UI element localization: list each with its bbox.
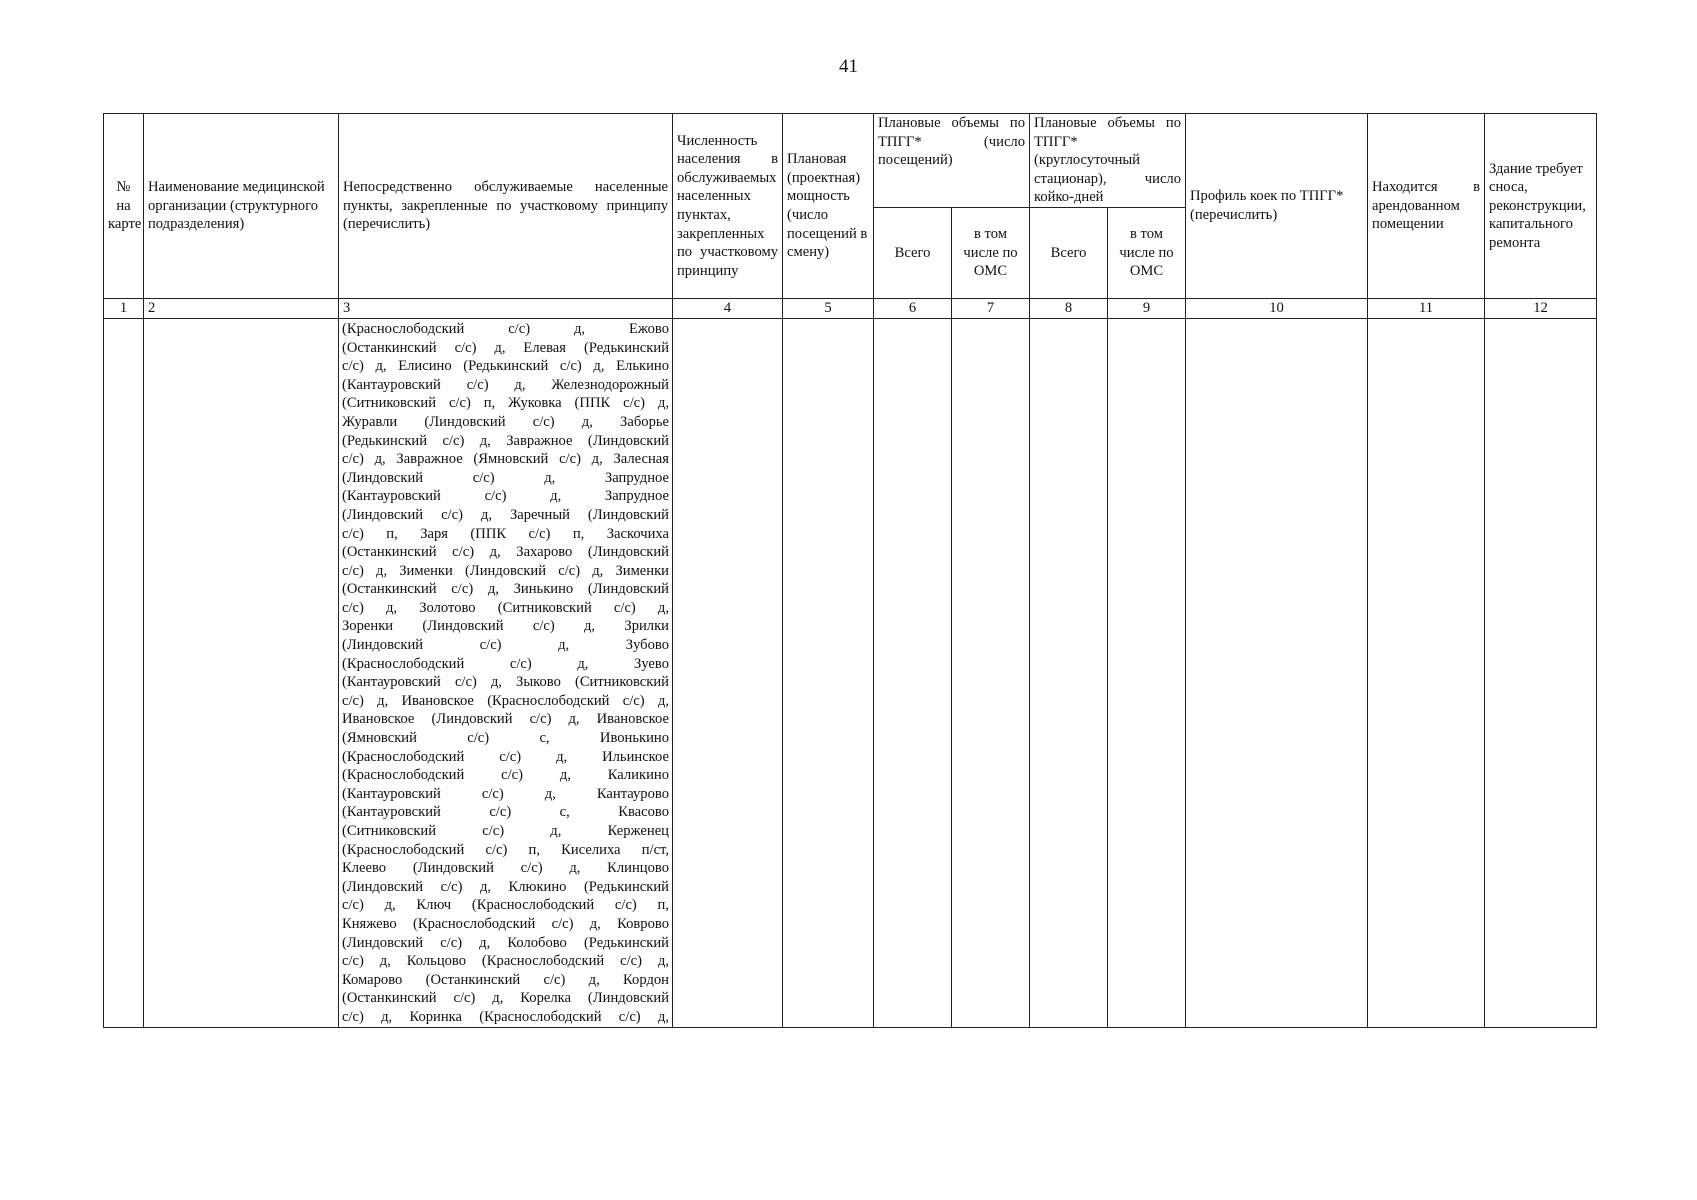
header-row-1 bbox=[104, 114, 1597, 208]
settlements-line: (Линдовский с/с) д, Заречный (Линдовский bbox=[342, 506, 669, 523]
settlements-line: с/с) д, Коринка (Краснослободский с/с) д, bbox=[342, 1008, 669, 1025]
settlements-line: Клеево (Линдовский с/с) д, Клинцово bbox=[342, 860, 669, 877]
column-number: 9 bbox=[1108, 298, 1186, 318]
settlements-line: (Краснослободский с/с) п, Киселиха п/ст, bbox=[342, 841, 669, 858]
cell-bed-profile bbox=[1186, 318, 1368, 1027]
header-population: Численность населения в обслуживаемых населенных пунктах, закрепленных по участковому принципу bbox=[673, 114, 783, 299]
header-planned-capacity: Плановая (проектная) мощность (число посещений в смену) bbox=[783, 114, 874, 299]
column-number: 7 bbox=[952, 298, 1030, 318]
settlements-line: с/с) д, Золотово (Ситниковский с/с) д, bbox=[342, 599, 669, 616]
settlements-line: с/с) п, Заря (ППК с/с) п, Заскочиха bbox=[342, 525, 669, 542]
settlements-line: (Останкинский с/с) д, Зинькино (Линдовский bbox=[342, 581, 669, 598]
settlements-line: с/с) д, Завражное (Ямновский с/с) д, Залесная bbox=[342, 451, 669, 468]
settlements-line: (Останкинский с/с) д, Захарово (Линдовский bbox=[342, 544, 669, 561]
header-planned-visits: Плановые объемы по ТПГГ* (число посещений) bbox=[874, 114, 1030, 208]
settlements-line: Журавли (Линдовский с/с) д, Заборье bbox=[342, 413, 669, 430]
settlements-line: Зоренки (Линдовский с/с) д, Зрилки bbox=[342, 618, 669, 635]
settlements-line: (Кантауровский с/с) д, Железнодорожный bbox=[342, 376, 669, 393]
settlements-line: (Ситниковский с/с) д, Керженец bbox=[342, 823, 669, 839]
column-number: 2 bbox=[144, 298, 339, 318]
settlements-line: (Краснослободский с/с) д, Ежово bbox=[342, 320, 669, 337]
cell-building-repair bbox=[1485, 318, 1597, 1027]
settlements-line: (Ямновский с/с) с, Ивонькино bbox=[342, 730, 669, 747]
cell-visits-oms bbox=[952, 318, 1030, 1027]
header-building-repair: Здание требует сноса, реконструкции, капитального ремонта bbox=[1485, 114, 1597, 299]
cell-beds-total bbox=[1030, 318, 1108, 1027]
settlements-line: с/с) д, Зименки (Линдовский с/с) д, Зименки bbox=[342, 562, 669, 579]
settlements-line: (Останкинский с/с) д, Корелка (Линдовский bbox=[342, 990, 669, 1007]
settlements-line: (Краснослободский с/с) д, Ильинское bbox=[342, 748, 669, 765]
column-number: 4 bbox=[673, 298, 783, 318]
settlements-line: (Ситниковский с/с) п, Жуковка (ППК с/с) д, bbox=[342, 395, 669, 412]
cell-rented-premises bbox=[1368, 318, 1485, 1027]
facilities-table bbox=[103, 113, 1597, 1028]
header-visits-total: Всего bbox=[874, 207, 952, 298]
settlements-line: Ивановское (Линдовский с/с) д, Ивановское bbox=[342, 711, 669, 728]
header-beds-oms: в том числе по ОМС bbox=[1108, 207, 1186, 298]
cell-planned-capacity bbox=[783, 318, 874, 1027]
settlements-line: (Кантауровский с/с) с, Квасово bbox=[342, 804, 669, 821]
settlements-line: (Краснослободский с/с) д, Зуево bbox=[342, 655, 669, 672]
cell-visits-total bbox=[874, 318, 952, 1027]
settlements-line: с/с) д, Кольцово (Краснослободский с/с) д, bbox=[342, 953, 669, 970]
settlements-line: с/с) д, Ивановское (Краснослободский с/с) д, bbox=[342, 692, 669, 709]
header-organization-name: Наименование медицинской организации (структурного подразделения) bbox=[144, 114, 339, 299]
settlements-line: (Линдовский с/с) д, Клюкино (Редькинский bbox=[342, 878, 669, 895]
header-settlements: Непосредственно обслуживаемые населенные пункты, закрепленные по участковому принципу (перечислить) bbox=[339, 114, 673, 299]
cell-settlements-list bbox=[339, 318, 673, 1027]
settlements-line: Комарово (Останкинский с/с) д, Кордон bbox=[342, 971, 669, 988]
settlements-line: (Редькинский с/с) д, Завражное (Линдовский bbox=[342, 432, 669, 449]
settlements-line: (Линдовский с/с) д, Колобово (Редькинский bbox=[342, 934, 669, 951]
column-number: 8 bbox=[1030, 298, 1108, 318]
cell-map-number bbox=[104, 318, 144, 1027]
page-number: 41 bbox=[839, 56, 858, 77]
column-number: 3 bbox=[339, 298, 673, 318]
settlements-line: (Кантауровский с/с) д, Зыково (Ситниковский bbox=[342, 674, 669, 691]
cell-organization-name bbox=[144, 318, 339, 1027]
column-number: 1 bbox=[104, 298, 144, 318]
cell-population bbox=[673, 318, 783, 1027]
settlements-line: Княжево (Краснослободский с/с) д, Коврово bbox=[342, 915, 669, 932]
settlements-line: (Кантауровский с/с) д, Кантаурово bbox=[342, 785, 669, 802]
settlements-line: (Останкинский с/с) д, Елевая (Редькинский bbox=[342, 339, 669, 356]
column-number: 6 bbox=[874, 298, 952, 318]
settlements-line: (Линдовский с/с) д, Запрудное bbox=[342, 469, 669, 486]
column-number: 11 bbox=[1368, 298, 1485, 318]
settlements-line: (Кантауровский с/с) д, Запрудное bbox=[342, 488, 669, 505]
header-beds-total: Всего bbox=[1030, 207, 1108, 298]
header-planned-bed-days: Плановые объемы по ТПГГ* (круглосуточный стационар), число койко-дней bbox=[1030, 114, 1186, 208]
settlements-line: (Краснослободский с/с) д, Каликино bbox=[342, 767, 669, 784]
header-bed-profile: Профиль коек по ТПГГ* (перечислить) bbox=[1186, 114, 1368, 299]
column-numbers-row bbox=[104, 298, 1597, 318]
settlements-line: (Линдовский с/с) д, Зубово bbox=[342, 637, 669, 654]
settlements-line: с/с) д, Елисино (Редькинский с/с) д, Елькино bbox=[342, 358, 669, 375]
header-rented-premises: Находится в арендованном помещении bbox=[1368, 114, 1485, 299]
column-number: 12 bbox=[1485, 298, 1597, 318]
column-number: 10 bbox=[1186, 298, 1368, 318]
cell-beds-oms bbox=[1108, 318, 1186, 1027]
table-row bbox=[104, 318, 1597, 1027]
column-number: 5 bbox=[783, 298, 874, 318]
header-map-number: № на карте bbox=[104, 114, 144, 299]
header-visits-oms: в том числе по ОМС bbox=[952, 207, 1030, 298]
settlements-line: с/с) д, Ключ (Краснослободский с/с) п, bbox=[342, 897, 669, 914]
